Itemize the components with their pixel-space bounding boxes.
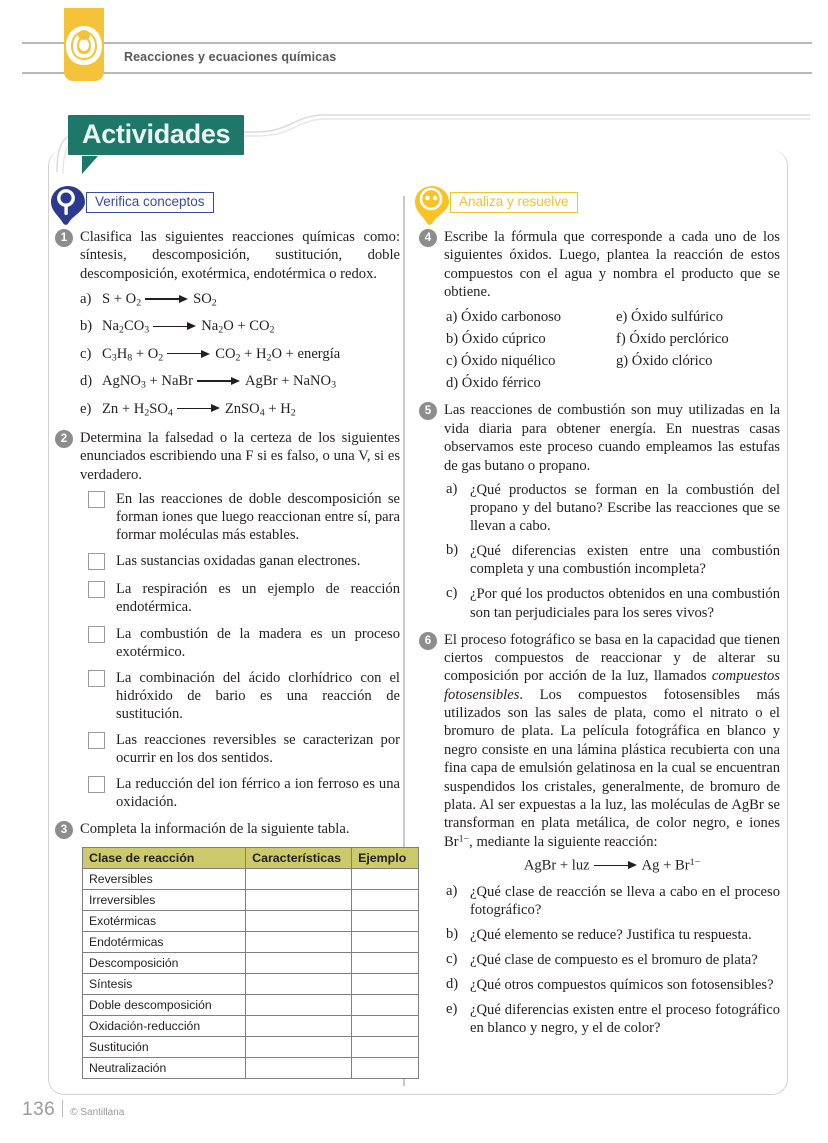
statement-text: En las reacciones de doble descomposición se forman iones que luego reaccionan entre sí, para formar moléculas más estables. bbox=[116, 491, 400, 544]
table-cell-example[interactable] bbox=[352, 910, 419, 931]
subquestion-letter: b) bbox=[446, 542, 459, 559]
subquestion-row bbox=[444, 926, 780, 944]
equation-products: Ag + Br bbox=[641, 857, 690, 874]
answer-checkbox[interactable] bbox=[88, 491, 105, 508]
subquestion-text: ¿Qué productos se forman en la combustión del propano y del butano? Escribe las reacciones que se llevan a cabo. bbox=[470, 481, 780, 535]
oxide-item: a) Óxido carbonoso bbox=[446, 308, 562, 325]
oxide-item: g) Óxido clórico bbox=[616, 352, 713, 369]
table-row bbox=[83, 952, 419, 973]
face-pin-icon bbox=[414, 185, 450, 225]
reaction-arrow-icon bbox=[177, 404, 221, 413]
exercise-number: 6 bbox=[419, 632, 437, 650]
statement-text: La reducción del ion férrico a ion ferroso es una oxidación. bbox=[116, 776, 400, 811]
statement-row bbox=[80, 775, 400, 811]
exercise-prompt: Las reacciones de combustión son muy utilizadas en la vida diaria para obtener energía. En nuestras casas observamos este proceso cuando empleamos las estufas de gas butano o propano. bbox=[444, 402, 780, 474]
exercise-prompt bbox=[444, 631, 780, 852]
concentric-ovals-logo-icon bbox=[64, 22, 104, 68]
exercise-prompt-italic: compuestos fotosensibles bbox=[444, 668, 780, 703]
reaction-arrow-icon bbox=[167, 349, 211, 358]
exercise-prompt: Clasifica las siguientes reacciones químicas como: síntesis, descomposición, sustitución, doble descomposición, exotérmica, endotérmica o redox. bbox=[80, 229, 400, 282]
subquestion-text: ¿Qué diferencias existen entre una combustión completa y una combustión incompleta? bbox=[470, 543, 780, 578]
exercise-1 bbox=[48, 228, 400, 420]
table-cell-features[interactable] bbox=[246, 910, 352, 931]
answer-checkbox[interactable] bbox=[88, 581, 105, 598]
exercise-3 bbox=[48, 820, 407, 1078]
table-cell-features[interactable] bbox=[246, 994, 352, 1015]
subquestion-row bbox=[444, 883, 780, 919]
table-cell-features[interactable] bbox=[246, 889, 352, 910]
table-cell-features[interactable] bbox=[246, 931, 352, 952]
statement-text: Las reacciones reversibles se caracterizan por ocurrir en los dos sentidos. bbox=[116, 731, 400, 767]
table-cell-class: Endotérmicas bbox=[83, 931, 246, 952]
table-cell-class: Irreversibles bbox=[83, 889, 246, 910]
table-cell-class: Oxidación-reducción bbox=[83, 1015, 246, 1036]
exercise-prompt: Completa la información de la siguiente tabla. bbox=[80, 821, 350, 838]
table-row bbox=[83, 910, 419, 931]
statement-text: Las sustancias oxidadas ganan electrones. bbox=[116, 553, 361, 570]
exercise-prompt-part3: , mediante la siguiente reacción: bbox=[469, 833, 658, 850]
table-cell-example[interactable] bbox=[352, 868, 419, 889]
subquestion-letter: a) bbox=[446, 882, 458, 899]
table-cell-example[interactable] bbox=[352, 1057, 419, 1078]
table-cell-class: Exotérmicas bbox=[83, 910, 246, 931]
equation-row: b) $Na_2CO_3$ $Na_2O + CO_2$ bbox=[80, 318, 275, 336]
subquestion-letter: c) bbox=[446, 585, 458, 602]
statement-row bbox=[80, 625, 400, 661]
table-cell-example[interactable] bbox=[352, 973, 419, 994]
answer-checkbox[interactable] bbox=[88, 626, 105, 643]
equation-reactants: AgBr + luz bbox=[523, 857, 590, 874]
exercise-number: 4 bbox=[419, 229, 437, 247]
exercise-prompt: Determina la falsedad o la certeza de los siguientes enunciados escribiendo una F si es falso, o una V, si es verdadero. bbox=[80, 429, 400, 483]
table-cell-features[interactable] bbox=[246, 1036, 352, 1057]
table-row bbox=[83, 931, 419, 952]
table-cell-example[interactable] bbox=[352, 1015, 419, 1036]
exercise-2 bbox=[48, 429, 400, 811]
table-header-cell: Clase de reacción bbox=[83, 847, 246, 868]
table-cell-class: Neutralización bbox=[83, 1057, 246, 1078]
reaction-arrow-icon bbox=[153, 322, 197, 331]
section-label-verifica: Verifica conceptos bbox=[86, 192, 214, 213]
page-header bbox=[0, 0, 828, 100]
section-header-verifica bbox=[48, 188, 400, 222]
activities-banner-title: Actividades bbox=[82, 119, 231, 149]
subquestion-list bbox=[444, 883, 780, 1038]
subquestion-text: ¿Qué clase de reacción se lleva a cabo en el proceso fotográfico? bbox=[470, 883, 780, 918]
table-cell-features[interactable] bbox=[246, 1015, 352, 1036]
subquestion-row bbox=[444, 1001, 780, 1037]
table-row bbox=[83, 1036, 419, 1057]
oxide-list bbox=[444, 308, 780, 393]
table-cell-class: Descomposición bbox=[83, 952, 246, 973]
section-header-analiza bbox=[412, 188, 780, 222]
table-cell-example[interactable] bbox=[352, 1036, 419, 1057]
table-cell-class: Síntesis bbox=[83, 973, 246, 994]
table-header-cell: Características bbox=[246, 847, 352, 868]
subquestion-text: ¿Qué elemento se reduce? Justifica tu respuesta. bbox=[470, 926, 752, 943]
answer-checkbox[interactable] bbox=[88, 553, 105, 570]
equation-row: c) $C_3H_8 + O_2$ $CO_2 + H_2O$ + energía bbox=[80, 345, 341, 364]
copyright-credit: © Santillana bbox=[70, 1107, 125, 1118]
table-cell-example[interactable] bbox=[352, 994, 419, 1015]
exercise-6 bbox=[412, 631, 780, 1038]
subquestion-row bbox=[444, 481, 780, 535]
table-cell-example[interactable] bbox=[352, 931, 419, 952]
statement-list bbox=[80, 490, 400, 811]
exercise-4 bbox=[412, 228, 780, 392]
magnifier-pin-icon bbox=[50, 185, 86, 225]
left-column bbox=[48, 188, 407, 1088]
exercise-prompt-superscript: 1− bbox=[458, 833, 470, 845]
equation-letter: e) bbox=[80, 400, 92, 417]
equation-list bbox=[80, 290, 400, 420]
equation-row: d) AgNO$_3$ + NaBr AgBr + NaNO$_3$ bbox=[80, 373, 337, 391]
table-row bbox=[83, 973, 419, 994]
oxide-item: c) Óxido niquélico bbox=[446, 352, 556, 369]
table-row bbox=[83, 1057, 419, 1078]
right-column bbox=[412, 188, 780, 1046]
page-number: 136 bbox=[22, 1099, 56, 1120]
footer-divider bbox=[62, 1100, 63, 1117]
statement-text: La respiración es un ejemplo de reacción endotérmica. bbox=[116, 581, 400, 616]
table-header-cell: Ejemplo bbox=[352, 847, 419, 868]
header-rule-bottom bbox=[22, 72, 812, 74]
table-header-row bbox=[83, 847, 419, 868]
table-cell-example[interactable] bbox=[352, 889, 419, 910]
exercise-prompt-part1: El proceso fotográfico se basa en la capacidad que tienen ciertos compuestos de reaccionar y de alterar su composición por acción de la luz, llamados bbox=[444, 631, 780, 685]
reaction-class-table bbox=[82, 847, 419, 1079]
subquestion-row bbox=[444, 976, 780, 994]
subquestion-text: ¿Qué clase de compuesto es el bromuro de plata? bbox=[470, 951, 758, 968]
exercise-number: 1 bbox=[55, 229, 73, 247]
header-rule-top bbox=[22, 42, 812, 44]
answer-checkbox[interactable] bbox=[88, 732, 105, 749]
exercise-5 bbox=[412, 401, 780, 621]
answer-checkbox[interactable] bbox=[88, 776, 105, 793]
table-cell-features[interactable] bbox=[246, 1057, 352, 1078]
statement-row bbox=[80, 669, 400, 723]
table-cell-class: Sustitución bbox=[83, 1036, 246, 1057]
subquestion-row bbox=[444, 585, 780, 621]
exercise-prompt: Escribe la fórmula que corresponde a cada uno de los siguientes óxidos. Luego, plantea la reacción de estos compuestos con el agua y nombra el producto que se obtiene. bbox=[444, 229, 780, 301]
table-cell-features[interactable] bbox=[246, 973, 352, 994]
subquestion-letter: b) bbox=[446, 925, 459, 942]
chapter-title: Reacciones y ecuaciones químicas bbox=[124, 50, 337, 64]
exercise-prompt-part2: . Los compuestos fotosensibles más utilizados son las sales de plata, como el nitrato o el bromuro de plata. La película fotográfica en blanco y negro consiste en una lámina plástica recubierta con una fina capa de emulsión gelatinosa en la cual se encuentran suspendidos los cristales, generalmente, de bromuro de plata. Al ser expuestas a la luz, las moléculas de AgBr se transforman en plata metálica, de color negro, e iones Br bbox=[444, 686, 780, 850]
table-row bbox=[83, 889, 419, 910]
subquestion-row bbox=[444, 951, 780, 969]
reaction-arrow-icon bbox=[594, 861, 638, 870]
subquestion-text: ¿Qué otros compuestos químicos son fotosensibles? bbox=[470, 976, 774, 993]
table-cell-features[interactable] bbox=[246, 868, 352, 889]
exercise-number: 3 bbox=[55, 821, 73, 839]
table-cell-features[interactable] bbox=[246, 952, 352, 973]
page-footer bbox=[22, 1098, 124, 1121]
equation-letter: b) bbox=[80, 318, 93, 335]
statement-row bbox=[80, 552, 400, 572]
exercise-number: 2 bbox=[55, 430, 73, 448]
subquestion-letter: d) bbox=[446, 975, 459, 992]
equation-row: e) $Zn + H_2SO_4$ ZnSO$_4$ + $H_2$ bbox=[80, 400, 296, 419]
reaction-arrow-icon bbox=[145, 294, 189, 303]
publisher-logo-tile bbox=[64, 8, 104, 81]
subquestion-row bbox=[444, 542, 780, 578]
oxide-item-empty bbox=[616, 374, 780, 392]
subquestion-text: ¿Qué diferencias existen entre el proceso fotográfico en blanco y negro, y el de color? bbox=[470, 1002, 780, 1037]
section-label-analiza: Analiza y resuelve bbox=[450, 192, 578, 213]
statement-row bbox=[80, 580, 400, 616]
table-cell-example[interactable] bbox=[352, 952, 419, 973]
table-row bbox=[83, 1015, 419, 1036]
statement-row bbox=[80, 490, 400, 544]
reaction-arrow-icon bbox=[197, 376, 241, 385]
oxide-item: e) Óxido sulfúrico bbox=[616, 308, 723, 325]
statement-text: La combinación del ácido clorhídrico con el hidróxido de bario es una reacción de sustitución. bbox=[116, 669, 400, 722]
photographic-reaction-equation bbox=[444, 857, 780, 874]
subquestion-list bbox=[444, 481, 780, 622]
equation-row: a) $S + O_2$ $SO_2$ bbox=[80, 291, 217, 309]
equation-letter: a) bbox=[80, 291, 92, 308]
table-row bbox=[83, 868, 419, 889]
subquestion-letter: c) bbox=[446, 950, 458, 967]
table-row bbox=[83, 994, 419, 1015]
oxide-item: d) Óxido férrico bbox=[446, 375, 541, 392]
subquestion-letter: e) bbox=[446, 1001, 458, 1018]
equation-letter: d) bbox=[80, 373, 93, 390]
subquestion-text: ¿Por qué los productos obtenidos en una combustión son tan perjudiciales para los seres vivos? bbox=[470, 586, 780, 621]
answer-checkbox[interactable] bbox=[88, 670, 105, 687]
table-cell-class: Reversibles bbox=[83, 868, 246, 889]
subquestion-letter: a) bbox=[446, 480, 458, 497]
statement-text: La combustión de la madera es un proceso exotérmico. bbox=[116, 625, 400, 660]
statement-row bbox=[80, 731, 400, 767]
equation-products-charge: 1− bbox=[689, 857, 701, 869]
exercise-number: 5 bbox=[419, 402, 437, 420]
oxide-item: b) Óxido cúprico bbox=[446, 330, 546, 347]
table-cell-class: Doble descomposición bbox=[83, 994, 246, 1015]
oxide-item: f) Óxido perclórico bbox=[616, 330, 729, 347]
equation-letter: c) bbox=[80, 345, 92, 362]
